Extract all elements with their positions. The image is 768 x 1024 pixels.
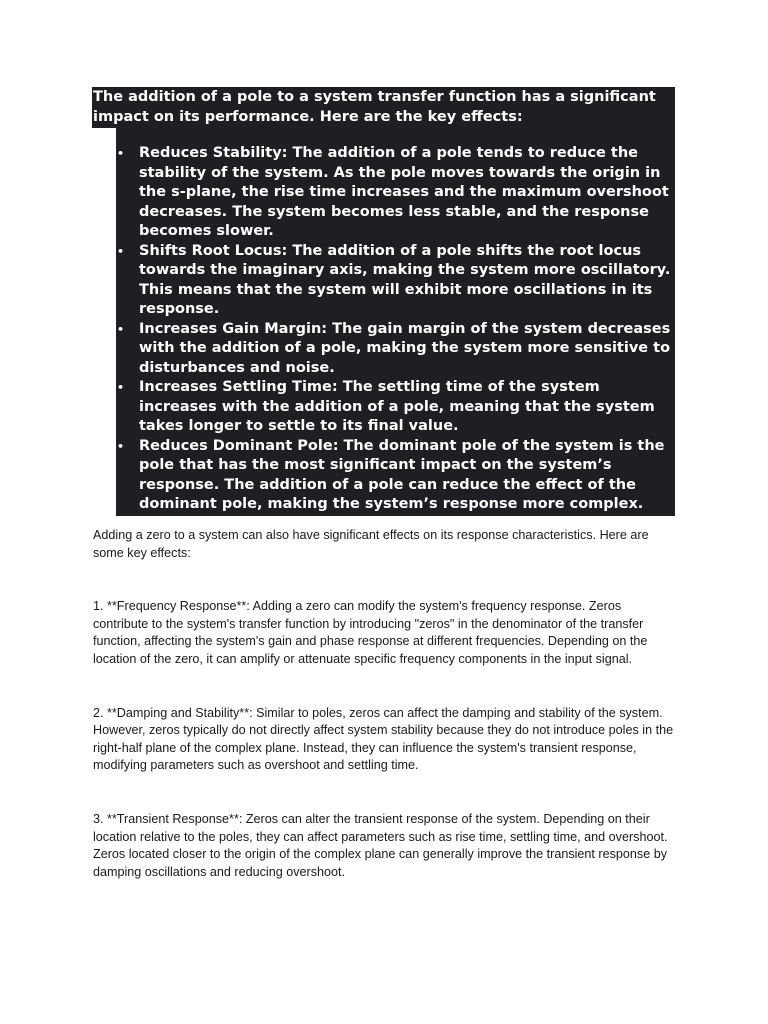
list-item-text: Shifts Root Locus: The addition of a pole shifts the root locus towards the imaginary axis, making the system more oscillatory. This means that the system will exhibit more oscillations in its response. — [139, 242, 671, 317]
pole-effects-list — [116, 144, 675, 515]
zero-effect-transient-response: 3. **Transient Response**: Zeros can alter the transient response of the system. Depending on their location relative to the poles, they can affect parameters such as rise time, settling time, and overshoot. Zeros located closer to the origin of the complex plane can generally improve the transient response by damping oscillations and reducing overshoot. — [93, 811, 668, 879]
bullet-icon: • — [117, 381, 125, 394]
zero-effect-damping-stability: 2. **Damping and Stability**: Similar to poles, zeros can affect the damping and stability of the system. However, zeros typically do not directly affect system stability because they do not introduce poles in the right-half plane of the complex plane. Instead, they can influence the system's transient response, modifying parameters such as overshoot and settling time. — [93, 705, 674, 773]
pole-effects-list-box — [116, 128, 675, 516]
bullet-icon: • — [117, 439, 125, 453]
list-item — [117, 242, 675, 320]
list-item-text: Increases Settling Time: The settling time of the system increases with the addition of a pole, meaning that the system takes longer to settle to its final value. — [139, 379, 655, 434]
zero-effects-section — [93, 527, 678, 917]
pole-effects-block — [92, 87, 675, 516]
bullet-icon: • — [117, 322, 125, 336]
zero-effect-frequency-response: 1. **Frequency Response**: Adding a zero can modify the system's frequency response. Zeros contribute to the system's transfer function by introducing "zeros" in the denominator of the transfer function, affecting the system's gain and phase response at different frequencies. Depending on the location of the zero, it can amplify or attenuate specific frequency components in the input signal. — [93, 599, 648, 666]
pole-effects-intro: The addition of a pole to a system transfer function has a significant impact on its performance. Here are the key effects: — [93, 89, 656, 125]
list-item — [117, 378, 675, 437]
bullet-icon: • — [117, 244, 125, 258]
list-item-text: Reduces Stability: The addition of a pole tends to reduce the stability of the system. As the pole moves towards the origin in the s-plane, the rise time increases and the maximum overshoot decreases. The system becomes less stable, and the response becomes slower. — [139, 145, 669, 239]
bullet-icon: • — [117, 147, 125, 160]
list-item-text: Reduces Dominant Pole: The dominant pole of the system is the pole that has the most significant impact on the system’s response. The addition of a pole can reduce the effect of the dominant pole, making the system’s response more complex. — [139, 437, 665, 512]
list-item-text: Increases Gain Margin: The gain margin of the system decreases with the addition of a pole, making the system more sensitive to disturbances and noise. — [139, 320, 671, 376]
pole-effects-intro-box — [92, 87, 675, 128]
list-item — [117, 320, 675, 379]
list-item — [117, 144, 675, 242]
list-item — [117, 437, 675, 515]
zero-effects-intro: Adding a zero to a system can also have significant effects on its response characteristics. Here are some key effects: — [93, 528, 649, 560]
